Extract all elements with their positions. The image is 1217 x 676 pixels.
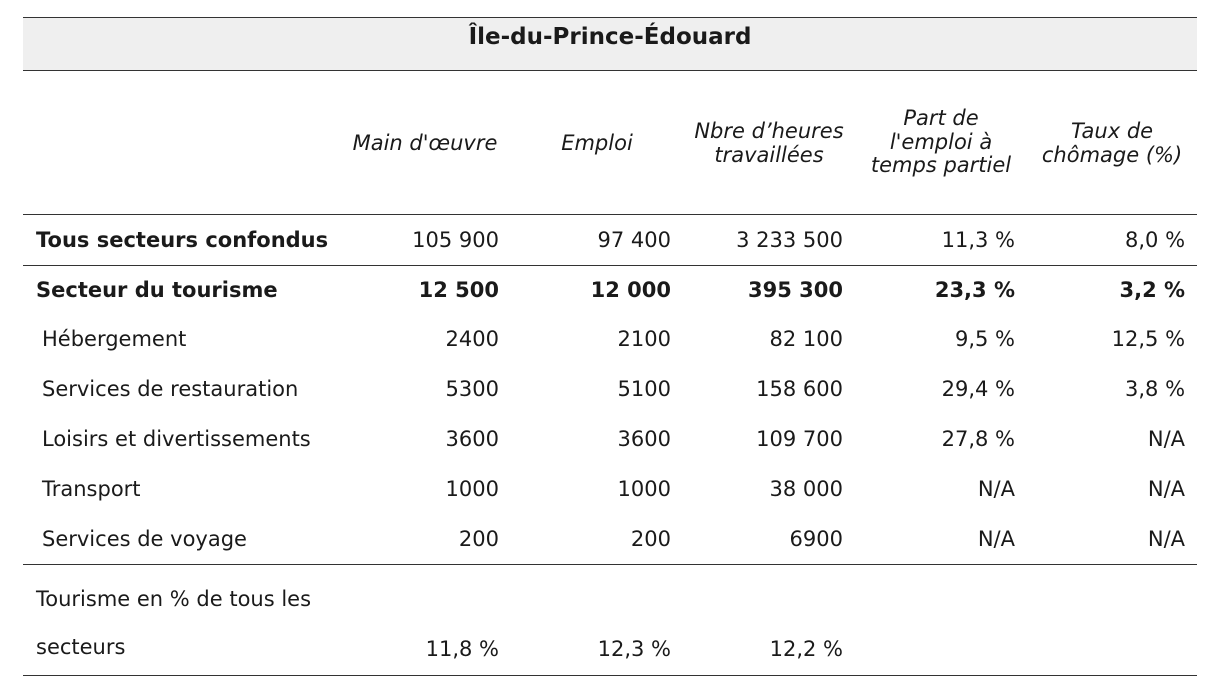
header-line: l'emploi à [889,129,993,154]
table-row-tourism [23,266,1197,315]
cell-value: N/A [1147,427,1186,451]
cell-value: 12,5 % [1111,327,1186,351]
cell-value: 3600 [445,427,499,451]
table-row [23,514,1197,565]
cell-value: 12 500 [418,278,499,302]
cell-value: 3600 [617,427,671,451]
cell-value: 109 700 [756,427,843,451]
row-label: Transport [42,477,141,501]
header-line: Nbre d’heures [694,118,844,143]
header-employment [511,71,683,215]
cell-value: 158 600 [756,377,843,401]
header-line: temps partiel [870,153,1012,178]
cell-value: 27,8 % [941,427,1015,451]
cell-value: 38 000 [769,477,843,501]
cell-value: 105 900 [339,215,511,266]
cell-value: 23,3 % [934,278,1015,302]
row-label: Hébergement [42,327,187,351]
cell-value: 200 [511,514,683,565]
cell-value: 3,2 % [1119,278,1186,302]
cell-value: 1000 [445,477,499,501]
cell-value: 12,2 % [683,565,855,676]
header-hours-worked [683,71,855,215]
cell-value [1027,565,1197,676]
row-label: Services de voyage [23,514,339,565]
table-row-all-sectors [23,215,1197,266]
cell-value: 5300 [445,377,499,401]
cell-value: 29,4 % [941,377,1015,401]
header-line: Main d'œuvre [352,130,498,155]
header-part-time-share [855,71,1027,215]
row-label: Secteur du tourisme [36,278,278,302]
cell-value: 12,3 % [511,565,683,676]
cell-value: 97 400 [511,215,683,266]
header-line: Part de [903,106,979,131]
tourism-employment-table [23,17,1197,676]
header-empty [23,71,339,215]
cell-value: 2400 [445,327,499,351]
cell-value: 12 000 [590,278,671,302]
cell-value: 6900 [683,514,855,565]
row-label: Services de restauration [42,377,299,401]
header-line: Emploi [561,130,633,155]
cell-value: 82 100 [769,327,843,351]
row-label: Tourisme en % de tous les secteurs [23,565,339,676]
cell-value: N/A [977,477,1015,501]
cell-value: 11,8 % [339,565,511,676]
table-row [23,314,1197,364]
table-title: Île-du-Prince-Édouard [23,18,1197,71]
cell-value: 5100 [617,377,671,401]
table-row-tourism-share [23,565,1197,676]
cell-value: 3 233 500 [683,215,855,266]
row-label: Tous secteurs confondus [23,215,339,266]
table-row [23,364,1197,414]
table-row [23,414,1197,464]
header-line: travaillées [714,142,824,167]
cell-value: N/A [1027,514,1197,565]
cell-value: 200 [339,514,511,565]
cell-value [855,565,1027,676]
cell-value: 395 300 [748,278,843,302]
cell-value: N/A [855,514,1027,565]
header-unemployment-rate [1027,71,1197,215]
cell-value: 11,3 % [855,215,1027,266]
cell-value: 2100 [617,327,671,351]
title-row [23,18,1197,71]
cell-value: 9,5 % [954,327,1015,351]
cell-value: 1000 [617,477,671,501]
cell-value: 8,0 % [1027,215,1197,266]
row-label: Loisirs et divertissements [42,427,311,451]
table-row [23,464,1197,514]
table-container [23,17,1197,676]
cell-value: 3,8 % [1125,377,1186,401]
header-labour-force [339,71,511,215]
cell-value: N/A [1147,477,1186,501]
header-line: chômage (%) [1041,142,1183,167]
header-row [23,71,1197,215]
header-line: Taux de [1070,118,1154,143]
